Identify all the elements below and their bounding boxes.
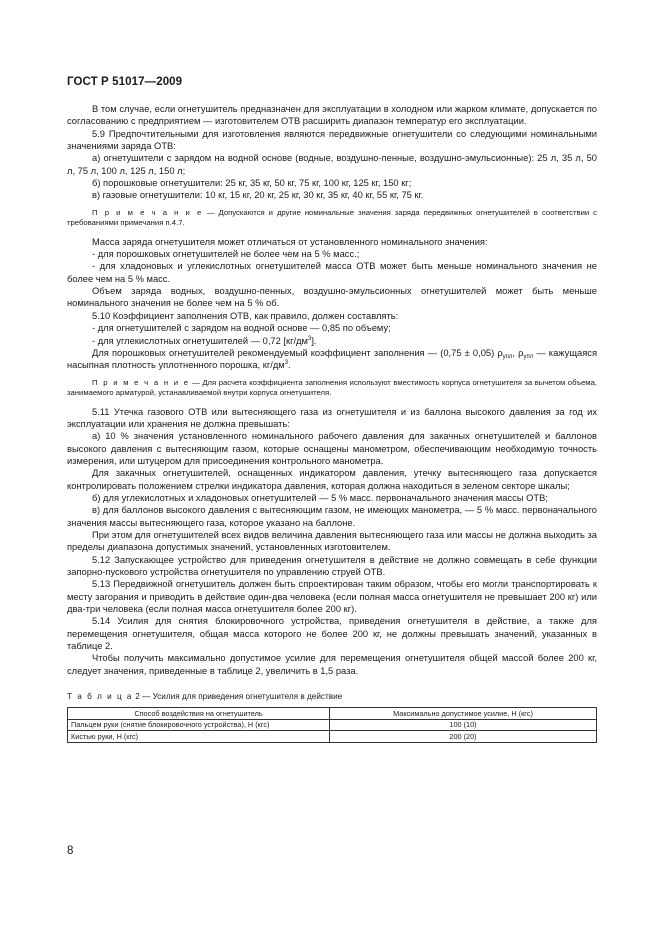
note-text: — Для расчета коэффициента заполнения используют вместимость корпуса огнетушителя за вычетом объема, занимаемого арматурой, устанавливаемой внутри корпуса огнетушителя. — [67, 377, 597, 398]
clause-5-11: 5.11 Утечка газового ОТВ или вытесняющего газа из огнетушителя и из баллона высокого давления за год их эксплуатации или хранения не должна превышать: — [67, 406, 597, 429]
subscript: упл — [502, 353, 513, 360]
subscript: упл — [523, 353, 534, 360]
text-fragment: , ρ — [512, 347, 524, 358]
superscript: 3 — [307, 335, 312, 342]
table-row — [68, 719, 597, 731]
list-item — [67, 335, 597, 347]
text-fragment: — кажущаяся насыпная плотность уплотненного порошка, кг/дм — [67, 347, 598, 371]
paragraph: Масса заряда огнетушителя может отличаться от установленного номинального значения: — [92, 236, 488, 247]
table-header-row — [68, 708, 597, 720]
text-fragment: . — [288, 360, 291, 371]
list-item: - для огнетушителей с зарядом на водной основе — 0,85 по объему; — [92, 323, 391, 334]
note-label: П р и м е ч а н и е — [92, 207, 203, 217]
list-item-a: а) 10 % значения установленного номинального рабочего давления для закачных огнетушителей и баллонов высокого давления с вытесняющим газом, которые оснащены манометром, обеспечивающим необходимую точность измерения, или штуцером для присоединения контрольного манометра. — [67, 431, 597, 466]
paragraph: Чтобы получить максимально допустимое усилие для перемещения огнетушителя общей массой более 200 кг, следует значения, приведенные в таблице 2, увеличить в 1,5 раза. — [67, 653, 597, 676]
table-row — [68, 731, 597, 743]
paragraph — [67, 347, 597, 372]
note-text: — Допускаются и другие номинальные значения заряда передвижных огнетушителей в соответствии с требованиями примечания п.4.7. — [67, 207, 598, 228]
page-number: 8 — [67, 845, 74, 857]
paragraph: В том случае, если огнетушитель предназначен для эксплуатации в холодном или жарком климате, допускается по согласованию с предприятием — изготовителем ОТВ расширить диапазон температур его эксплуатации. — [67, 104, 597, 127]
list-item: - для порошковых огнетушителей не более чем на 5 % масс.; — [92, 249, 360, 260]
paragraph: Объем заряда водных, воздушно-пенных, воздушно-эмульсионных огнетушителей может быть меньше номинального значения не более чем на 5 % об. — [67, 286, 597, 309]
text-fragment: Для порошковых огнетушителей рекомендуемый коэффициент заполнения — (0,75 ± 0,05) ρ — [92, 347, 503, 358]
document-header-code: ГОСТ Р 51017—2009 — [67, 76, 183, 88]
clause-5-10: 5.10 Коэффициент заполнения ОТВ, как правило, должен составлять: — [92, 310, 399, 321]
table-caption-text: 2 — Усилия для приведения огнетушителя в действие — [133, 692, 343, 702]
list-item-v: в) для баллонов высокого давления с вытесняющим газом, не имеющих манометра, — 5 % масс. первоначального значения массы вытесняющего газа, которое указано на баллоне. — [67, 505, 597, 528]
document-body — [67, 103, 597, 743]
table-cell: Пальцем руки (снятие блокировочного устройства), Н (кгс) — [68, 719, 330, 731]
clause-5-12: 5.12 Запускающее устройство для приведения огнетушителя в действие не должно совмещать в себе функции запорно-пускового устройства огнетушителя по управлению струей ОТВ. — [67, 554, 597, 577]
table-header-cell: Способ воздействия на огнетушитель — [68, 708, 330, 720]
list-item-b: б) порошковые огнетушители: 25 кг, 35 кг, 50 кг, 75 кг, 100 кг, 125 кг, 150 кг; — [92, 178, 412, 189]
force-table — [67, 707, 597, 743]
table-caption-label: Т а б л и ц а — [67, 692, 133, 702]
text-fragment: ]. — [311, 335, 317, 346]
paragraph: При этом для огнетушителей всех видов величина давления вытесняющего газа или массы не должна выходить за пределы диапазона допустимых значений, установленных изготовителем. — [67, 529, 597, 553]
paragraph: Для закачных огнетушителей, оснащенных индикатором давления, утечку вытесняющего газа допускается контролировать положением стрелки индикатора давления, которая должна находиться в зеленом секторе шкалы; — [67, 468, 597, 491]
note-label: П р и м е ч а н и е — [92, 377, 190, 387]
list-item-a: а) огнетушители с зарядом на водной основе (водные, воздушно-пенные, воздушно-эмульсионные): 25 л, 35 л, 50 л, 75 л, 100 л, 125 л, 150 л; — [67, 153, 597, 176]
note-1 — [67, 208, 597, 229]
table-header-cell: Максимально допустимое усилие, Н (кгс) — [330, 708, 597, 720]
table-caption — [67, 691, 597, 703]
clause-5-14: 5.14 Усилия для снятия блокировочного устройства, приведения огнетушителя в действие, а также для перемещения огнетушителя, общая масса которого не более 200 кг, не должны превышать значений, указанных в таблице 2. — [67, 616, 597, 652]
table-cell: 100 (10) — [330, 719, 597, 731]
table-cell: Кистью руки, Н (кгс) — [68, 731, 330, 743]
note-2 — [67, 378, 597, 399]
list-item-b: б) для углекислотных и хладоновых огнетушителей — 5 % масс. первоначального значения массы ОТВ; — [92, 492, 548, 503]
table-cell: 200 (20) — [330, 731, 597, 743]
list-item: - для хладоновых и углекислотных огнетушителей масса ОТВ может быть меньше номинального значения не более чем на 5 % масс. — [67, 261, 597, 284]
clause-5-9: 5.9 Предпочтительными для изготовления являются передвижные огнетушители со следующими номинальными значениями заряда ОТВ: — [67, 128, 597, 152]
superscript: 3 — [284, 360, 289, 367]
text-fragment: - для углекислотных огнетушителей — 0,72 [кг/дм — [92, 335, 308, 346]
clause-5-13: 5.13 Передвижной огнетушитель должен быть спроектирован таким образом, чтобы его могли транспортировать к месту загорания и приводить в действие один-два человека (если полная масса огнетушителя не превышает 200 кг) или два-три человека (если полная масса огнетушителя более 200 кг). — [67, 579, 597, 615]
list-item-v: в) газовые огнетушители: 10 кг, 15 кг, 20 кг, 25 кг, 30 кг, 35 кг, 40 кг, 55 кг, 75 кг. — [92, 190, 424, 201]
